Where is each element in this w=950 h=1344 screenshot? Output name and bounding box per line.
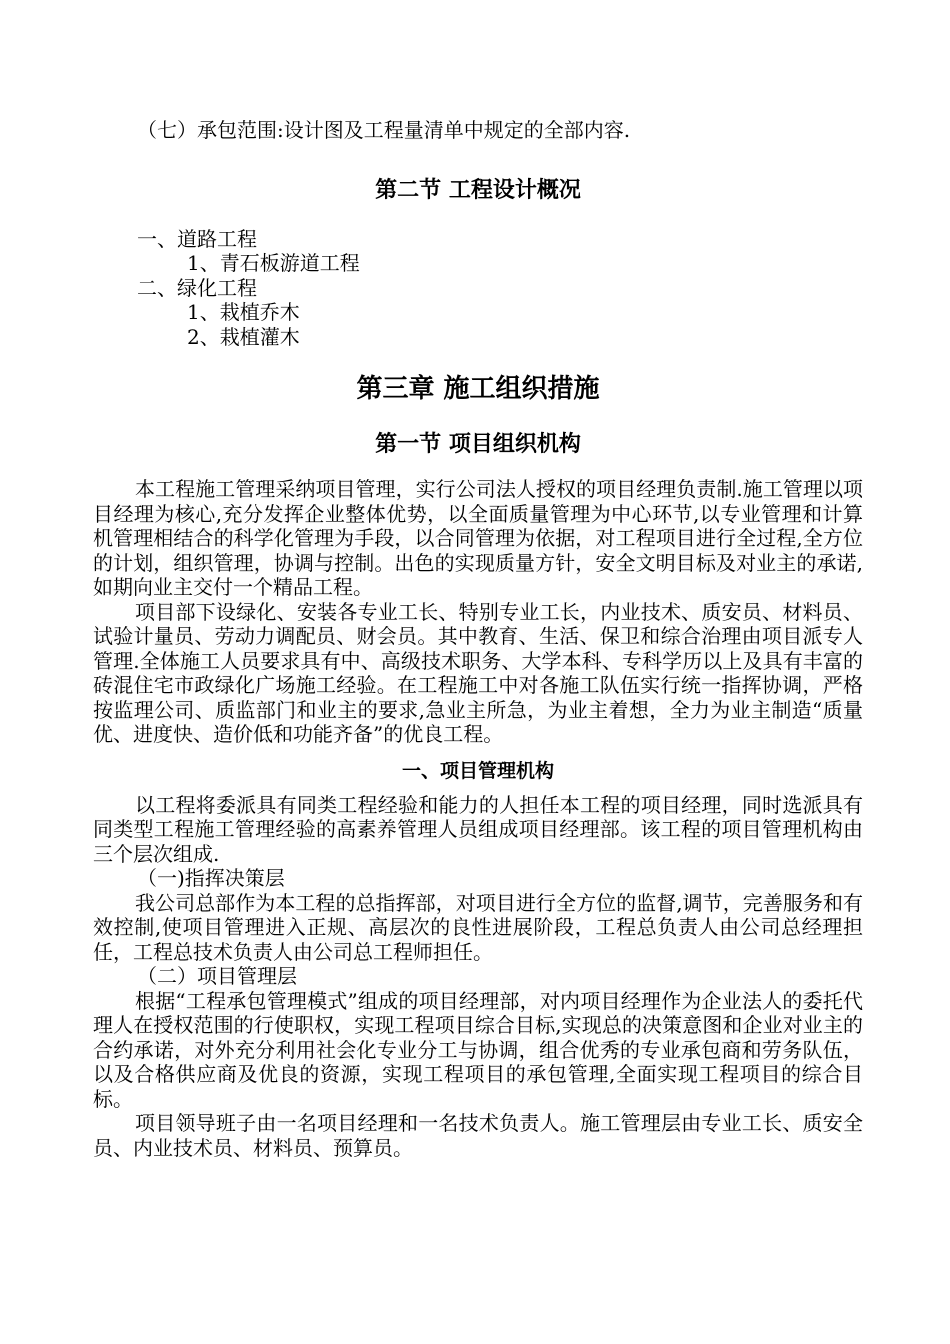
- paragraph-team: 项目领导班子由一名项目经理和一名技术负责人。施工管理层由专业工长、质安全员、内业技术员、材料员、预算员。: [93, 1111, 863, 1160]
- paragraph-org-intro: 以工程将委派具有同类工程经验和能力的人担任本工程的项目经理，同时选派具有同类型工程施工管理经验的高素养管理人员组成项目经理部。该工程的项目管理机构由三个层次组成.: [93, 792, 863, 866]
- paragraph-layer-2: 根据“工程承包管理模式”组成的项目经理部，对内项目经理作为企业法人的委托代理人在授权范围的行使职权，实现工程项目综合目标,实现总的决策意图和企业对业主的合约承诺，对外充分利用社会化专业分工与协调，组合优秀的专业承包商和劳务队伍，以及合格供应商及优良的资源，实现工程项目的承包管理,全面实现工程项目的综合目标。: [93, 988, 863, 1111]
- layer-1-label: （一)指挥决策层: [137, 866, 285, 890]
- section-1-title: 第一节 项目组织机构: [375, 432, 581, 457]
- section-2-title: 第二节 工程设计概况: [375, 177, 581, 203]
- list-subitem-shrubs: 2、栽植灌木: [187, 324, 300, 349]
- paragraph-staffing: 项目部下设绿化、安装各专业工长、特别专业工长，内业技术、质安员、材料员、试验计量员、劳动力调配员、财会员。其中教育、生活、保卫和综合治理由项目派专人管理.全体施工人员要求具有中、高级技术职务、大学本科、专科学历以上及具有丰富的砖混住宅市政绿化广场施工经验。在工程施工中对各施工队伍实行统一指挥协调，严格按监理公司、质监部门和业主的要求,急业主所急，为业主着想，全力为业主制造“质量优、进度快、造价低和功能齐备”的优良工程。: [93, 599, 863, 746]
- contract-scope-line: （七）承包范围:设计图及工程量清单中规定的全部内容.: [137, 118, 631, 142]
- list-item-greening: 二、绿化工程: [137, 275, 257, 300]
- document-page: [93, 118, 863, 1160]
- layer-2-label: （二）项目管理层: [137, 964, 297, 988]
- chapter-3-title: 第三章 施工组织措施: [356, 374, 600, 404]
- list-subitem-stone-path: 1、青石板游道工程: [187, 251, 360, 275]
- list-subitem-trees: 1、栽植乔木: [187, 300, 300, 324]
- list-item-road: 一、道路工程: [137, 226, 257, 251]
- subsection-1-title: 一、项目管理机构: [401, 759, 554, 782]
- paragraph-layer-1: 我公司总部作为本工程的总指挥部，对项目进行全方位的监督,调节，完善服务和有效控制,使项目管理进入正规、高层次的良性进展阶段，工程总负责人由公司总经理担任，工程总技术负责人由公司总工程师担任。: [93, 890, 863, 964]
- paragraph-management: 本工程施工管理采纳项目管理，实行公司法人授权的项目经理负责制.施工管理以项目经理为核心,充分发挥企业整体优势，以全面质量管理为中心环节,以专业管理和计算机管理相结合的科学化管理为手段，以合同管理为依据，对工程项目进行全过程,全方位的计划，组织管理，协调与控制。出色的实现质量方针，安全文明目标及对业主的承诺,如期向业主交付一个精品工程。: [93, 477, 863, 599]
